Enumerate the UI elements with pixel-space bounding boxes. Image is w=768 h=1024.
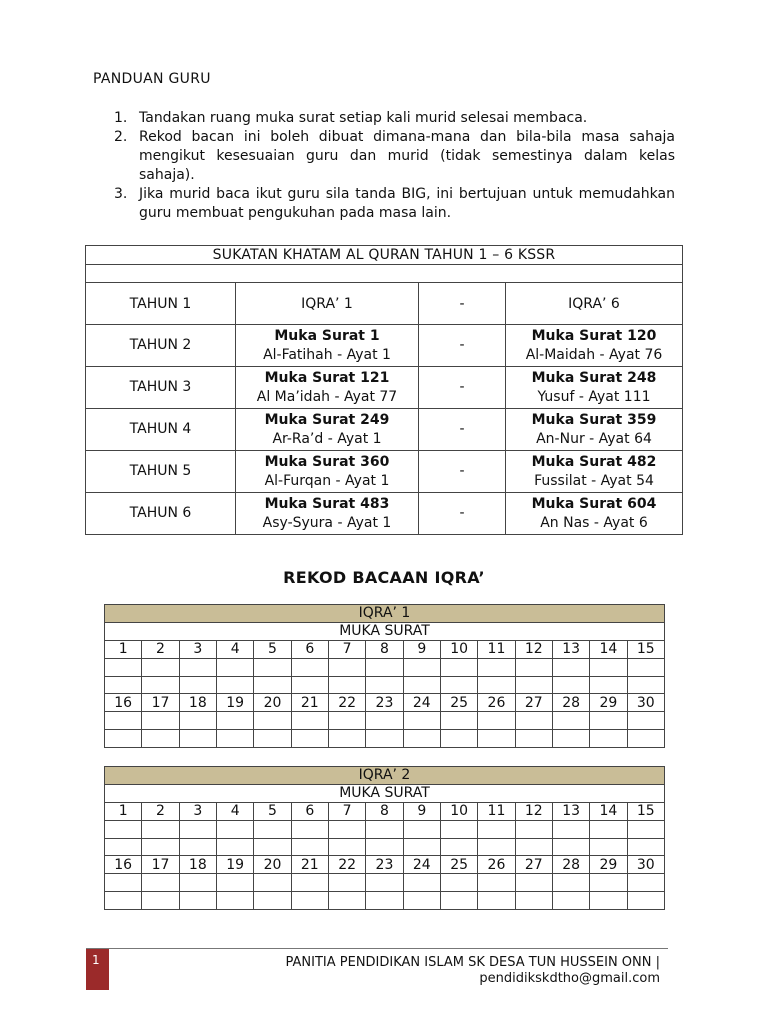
page-number-cell: 17 (142, 694, 179, 712)
tick-cell[interactable] (627, 838, 664, 856)
tick-cell[interactable] (291, 658, 328, 676)
page-number-cell: 11 (478, 802, 515, 820)
tick-cell[interactable] (440, 676, 477, 694)
tick-cell[interactable] (478, 892, 515, 910)
page-number-cell: 2 (142, 802, 179, 820)
page-number-cell: 21 (291, 694, 328, 712)
tick-cell[interactable] (328, 676, 365, 694)
start-page: Muka Surat 1 (274, 327, 380, 344)
sukatan-title-row (86, 246, 683, 265)
dash-cell: - (419, 409, 506, 451)
start-page: Muka Surat 483 (264, 495, 390, 512)
tick-cell[interactable] (179, 730, 216, 748)
footer-divider (86, 948, 668, 949)
tick-cell[interactable] (552, 838, 589, 856)
sukatan-table (85, 245, 683, 535)
tick-cell[interactable] (478, 658, 515, 676)
tahun-cell: TAHUN 1 (86, 283, 236, 325)
page-number-cell: 24 (403, 694, 440, 712)
page-number-cell: 9 (403, 640, 440, 658)
tick-cell[interactable] (627, 820, 664, 838)
tick-cell[interactable] (254, 892, 291, 910)
dash-cell: - (419, 283, 506, 325)
tick-cell[interactable] (179, 820, 216, 838)
tahun-cell: TAHUN 4 (86, 409, 236, 451)
tick-cell[interactable] (590, 820, 627, 838)
tick-cell[interactable] (216, 892, 253, 910)
page-number-cell: 5 (254, 640, 291, 658)
start-page: Muka Surat 249 (264, 411, 390, 428)
page-number-cell: 14 (590, 640, 627, 658)
page-number-cell: 30 (627, 856, 664, 874)
page-number-cell: 8 (366, 640, 403, 658)
tick-cell[interactable] (627, 874, 664, 892)
page-number-cell: 23 (366, 694, 403, 712)
muka-surat-row (105, 784, 665, 802)
start-surah: Asy-Syura - Ayat 1 (262, 514, 392, 531)
tick-cell[interactable] (478, 874, 515, 892)
page-number-cell: 14 (590, 802, 627, 820)
page-number-cell: 29 (590, 694, 627, 712)
page-number-cell: 15 (627, 802, 664, 820)
tick-cell[interactable] (478, 712, 515, 730)
page-number-cell: 29 (590, 856, 627, 874)
sukatan-blank-row (86, 265, 683, 283)
tick-cell[interactable] (105, 712, 142, 730)
tick-cell[interactable] (627, 676, 664, 694)
tick-cell[interactable] (328, 730, 365, 748)
tick-row (105, 838, 665, 856)
footer-line-1: PANITIA PENDIDIKAN ISLAM SK DESA TUN HUSSEIN ONN | (285, 955, 660, 970)
tick-row (105, 712, 665, 730)
tick-cell[interactable] (366, 712, 403, 730)
footer-email: pendidikskdtho@gmail.com (479, 971, 660, 986)
footer-text (286, 955, 661, 987)
end-cell (506, 451, 683, 493)
end-page: Muka Surat 604 (531, 495, 657, 512)
end-cell (506, 367, 683, 409)
tick-cell[interactable] (590, 874, 627, 892)
tick-cell[interactable] (366, 874, 403, 892)
tick-cell[interactable] (552, 892, 589, 910)
iqra-name-row (105, 767, 665, 785)
tick-cell[interactable] (515, 820, 552, 838)
page-number-cell: 16 (105, 694, 142, 712)
tick-cell[interactable] (105, 730, 142, 748)
end-surah: An Nas - Ayat 6 (540, 514, 648, 531)
tick-cell[interactable] (291, 838, 328, 856)
tick-cell[interactable] (515, 838, 552, 856)
tick-cell[interactable] (366, 838, 403, 856)
tick-cell[interactable] (478, 676, 515, 694)
tick-cell[interactable] (515, 730, 552, 748)
page-number-row (105, 856, 665, 874)
page-number-cell: 15 (627, 640, 664, 658)
dash-cell: - (419, 451, 506, 493)
tick-cell[interactable] (552, 820, 589, 838)
end-page: Muka Surat 248 (531, 369, 657, 386)
start-cell (236, 325, 419, 367)
tick-row (105, 676, 665, 694)
tick-cell[interactable] (105, 892, 142, 910)
tick-cell[interactable] (403, 658, 440, 676)
muka-surat-label: MUKA SURAT (105, 784, 665, 802)
guide-list (114, 109, 675, 223)
tick-cell[interactable] (440, 658, 477, 676)
tick-cell[interactable] (515, 874, 552, 892)
tick-cell[interactable] (403, 820, 440, 838)
muka-surat-label: MUKA SURAT (105, 622, 665, 640)
page-number-cell: 24 (403, 856, 440, 874)
page-number-cell: 7 (328, 802, 365, 820)
dash-cell: - (419, 367, 506, 409)
start-page: Muka Surat 121 (264, 369, 390, 386)
page-number-cell: 20 (254, 694, 291, 712)
page-number-cell: 8 (366, 802, 403, 820)
end-cell (506, 325, 683, 367)
tick-cell[interactable] (142, 712, 179, 730)
sukatan-title: SUKATAN KHATAM AL QURAN TAHUN 1 – 6 KSSR (86, 246, 683, 265)
tick-cell[interactable] (291, 892, 328, 910)
page-number-cell: 26 (478, 694, 515, 712)
tick-cell[interactable] (254, 658, 291, 676)
page-number-cell: 18 (179, 856, 216, 874)
page-number-cell: 3 (179, 640, 216, 658)
sukatan-row (86, 367, 683, 409)
tick-cell[interactable] (142, 838, 179, 856)
page-number-cell: 13 (552, 802, 589, 820)
page-number-row (105, 802, 665, 820)
tick-cell[interactable] (254, 820, 291, 838)
page-number-cell: 9 (403, 802, 440, 820)
sukatan-row (86, 325, 683, 367)
page-number-cell: 30 (627, 694, 664, 712)
tick-row (105, 874, 665, 892)
iqra-name-row (105, 605, 665, 623)
page-number-cell: 22 (328, 856, 365, 874)
page-number-cell: 6 (291, 640, 328, 658)
tick-cell[interactable] (216, 820, 253, 838)
iqra-name: IQRA’ 1 (105, 605, 665, 623)
end-cell (506, 493, 683, 535)
sukatan-row (86, 493, 683, 535)
end-surah: Al-Maidah - Ayat 76 (525, 346, 663, 363)
page-number-cell: 10 (440, 802, 477, 820)
tick-cell[interactable] (142, 892, 179, 910)
tick-cell[interactable] (478, 820, 515, 838)
tick-cell[interactable] (590, 892, 627, 910)
tick-cell[interactable] (440, 712, 477, 730)
tick-cell[interactable] (590, 712, 627, 730)
tick-row (105, 820, 665, 838)
end-page: Muka Surat 482 (531, 453, 657, 470)
start-surah: Ar-Ra’d - Ayat 1 (272, 430, 382, 447)
tick-cell[interactable] (366, 676, 403, 694)
dash-cell: - (419, 493, 506, 535)
tick-cell[interactable] (142, 874, 179, 892)
end-surah: Yusuf - Ayat 111 (537, 388, 651, 405)
tick-cell[interactable] (179, 712, 216, 730)
tick-cell[interactable] (328, 838, 365, 856)
tick-cell[interactable] (254, 712, 291, 730)
tick-cell[interactable] (590, 658, 627, 676)
end-cell: IQRA’ 6 (506, 283, 683, 325)
tahun-cell: TAHUN 3 (86, 367, 236, 409)
page-number-row (105, 640, 665, 658)
tick-cell[interactable] (366, 892, 403, 910)
tick-cell[interactable] (179, 874, 216, 892)
tick-cell[interactable] (254, 838, 291, 856)
page-number-row (105, 694, 665, 712)
tick-cell[interactable] (328, 820, 365, 838)
tick-cell[interactable] (216, 730, 253, 748)
tick-cell[interactable] (328, 658, 365, 676)
page-number-cell: 10 (440, 640, 477, 658)
tick-cell[interactable] (179, 658, 216, 676)
tick-cell[interactable] (590, 676, 627, 694)
page-number-badge: 1 (86, 949, 109, 990)
guide-item-text: Jika murid baca ikut guru sila tanda BIG, ini bertujuan untuk memudahkan guru membuat pengukuhan pada masa lain. (139, 186, 675, 221)
tick-cell[interactable] (403, 838, 440, 856)
sukatan-row-tahun-1 (86, 283, 683, 325)
page-number-cell: 11 (478, 640, 515, 658)
page-number-cell: 27 (515, 856, 552, 874)
tick-cell[interactable] (179, 676, 216, 694)
tick-cell[interactable] (515, 658, 552, 676)
tick-cell[interactable] (216, 838, 253, 856)
tick-cell[interactable] (440, 892, 477, 910)
tick-cell[interactable] (515, 676, 552, 694)
sukatan-row (86, 451, 683, 493)
guide-item-text: Tandakan ruang muka surat setiap kali murid selesai membaca. (139, 110, 588, 126)
start-cell (236, 493, 419, 535)
tick-cell[interactable] (552, 658, 589, 676)
page-number-cell: 13 (552, 640, 589, 658)
page-number-cell: 6 (291, 802, 328, 820)
end-cell (506, 409, 683, 451)
tick-cell[interactable] (403, 730, 440, 748)
panduan-title: PANDUAN GURU (93, 71, 211, 87)
tick-cell[interactable] (142, 730, 179, 748)
tick-cell[interactable] (366, 820, 403, 838)
tick-cell[interactable] (291, 712, 328, 730)
page-number-cell: 1 (105, 802, 142, 820)
start-surah: Al-Furqan - Ayat 1 (264, 472, 390, 489)
page-number-cell: 20 (254, 856, 291, 874)
tick-cell[interactable] (291, 730, 328, 748)
tick-cell[interactable] (254, 874, 291, 892)
page-number-cell: 19 (216, 694, 253, 712)
tick-cell[interactable] (515, 892, 552, 910)
tick-cell[interactable] (515, 712, 552, 730)
tick-cell[interactable] (440, 730, 477, 748)
tick-cell[interactable] (216, 658, 253, 676)
start-cell (236, 409, 419, 451)
page-number-cell: 17 (142, 856, 179, 874)
tahun-cell: TAHUN 6 (86, 493, 236, 535)
end-surah: Fussilat - Ayat 54 (534, 472, 654, 489)
tick-cell[interactable] (403, 874, 440, 892)
tick-cell[interactable] (105, 676, 142, 694)
tick-cell[interactable] (216, 676, 253, 694)
tick-cell[interactable] (291, 676, 328, 694)
guide-item-text: Rekod bacan ini boleh dibuat dimana-mana dan bila-bila masa sahaja mengikut kesesuaian guru dan murid (tidak semestinya dalam kelas sahaja). (139, 129, 675, 183)
iqra-1-table (104, 604, 665, 748)
guide-item (114, 185, 675, 223)
page-number-cell: 22 (328, 694, 365, 712)
tick-cell[interactable] (403, 712, 440, 730)
start-cell: IQRA’ 1 (236, 283, 419, 325)
tick-row (105, 730, 665, 748)
tick-cell[interactable] (328, 874, 365, 892)
tick-cell[interactable] (179, 892, 216, 910)
page-number-cell: 28 (552, 694, 589, 712)
page-number-cell: 12 (515, 640, 552, 658)
start-surah: Al Ma’idah - Ayat 77 (256, 388, 398, 405)
page-number-cell: 25 (440, 694, 477, 712)
tick-cell[interactable] (366, 658, 403, 676)
tick-row (105, 658, 665, 676)
iqra-2-table (104, 766, 665, 910)
rekod-title: REKOD BACAAN IQRA’ (283, 568, 485, 587)
tick-cell[interactable] (552, 874, 589, 892)
page-number-cell: 25 (440, 856, 477, 874)
tick-cell[interactable] (627, 892, 664, 910)
page-number-cell: 19 (216, 856, 253, 874)
tick-cell[interactable] (478, 838, 515, 856)
tick-cell[interactable] (590, 730, 627, 748)
page-number-cell: 26 (478, 856, 515, 874)
tick-cell[interactable] (552, 730, 589, 748)
tahun-cell: TAHUN 2 (86, 325, 236, 367)
page-number-cell: 28 (552, 856, 589, 874)
page-number-cell: 12 (515, 802, 552, 820)
tick-cell[interactable] (403, 676, 440, 694)
start-cell (236, 451, 419, 493)
tick-row (105, 892, 665, 910)
tick-cell[interactable] (142, 658, 179, 676)
guide-item (114, 109, 675, 128)
tick-cell[interactable] (627, 730, 664, 748)
iqra-name: IQRA’ 2 (105, 767, 665, 785)
tick-cell[interactable] (478, 730, 515, 748)
tick-cell[interactable] (105, 838, 142, 856)
tick-cell[interactable] (291, 874, 328, 892)
tahun-cell: TAHUN 5 (86, 451, 236, 493)
tick-cell[interactable] (105, 874, 142, 892)
start-cell (236, 367, 419, 409)
dash-cell: - (419, 325, 506, 367)
tick-cell[interactable] (254, 676, 291, 694)
start-page: Muka Surat 360 (264, 453, 390, 470)
muka-surat-row (105, 622, 665, 640)
page-number-cell: 23 (366, 856, 403, 874)
page-number-cell: 4 (216, 802, 253, 820)
blank-cell (86, 265, 683, 283)
page-number-cell: 7 (328, 640, 365, 658)
guide-item-number: 3. (114, 186, 128, 202)
page-number-cell: 2 (142, 640, 179, 658)
page-number-cell: 5 (254, 802, 291, 820)
guide-item-number: 1. (114, 110, 128, 126)
end-surah: An-Nur - Ayat 64 (536, 430, 652, 447)
tick-cell[interactable] (216, 712, 253, 730)
page-number-cell: 16 (105, 856, 142, 874)
sukatan-row (86, 409, 683, 451)
tick-cell[interactable] (254, 730, 291, 748)
tick-cell[interactable] (105, 820, 142, 838)
tick-cell[interactable] (552, 676, 589, 694)
end-page: Muka Surat 120 (531, 327, 657, 344)
tick-cell[interactable] (366, 730, 403, 748)
tick-cell[interactable] (552, 712, 589, 730)
tick-cell[interactable] (403, 892, 440, 910)
page-number-cell: 1 (105, 640, 142, 658)
tick-cell[interactable] (590, 838, 627, 856)
tick-cell[interactable] (440, 838, 477, 856)
tick-cell[interactable] (291, 820, 328, 838)
page-number-cell: 21 (291, 856, 328, 874)
end-page: Muka Surat 359 (531, 411, 657, 428)
tick-cell[interactable] (627, 712, 664, 730)
tick-cell[interactable] (105, 658, 142, 676)
page-number-cell: 4 (216, 640, 253, 658)
tick-cell[interactable] (216, 874, 253, 892)
tick-cell[interactable] (328, 712, 365, 730)
start-surah: Al-Fatihah - Ayat 1 (263, 346, 391, 363)
page-number-cell: 27 (515, 694, 552, 712)
page-number-cell: 18 (179, 694, 216, 712)
tick-cell[interactable] (142, 820, 179, 838)
tick-cell[interactable] (440, 874, 477, 892)
guide-item (114, 128, 675, 185)
tick-cell[interactable] (328, 892, 365, 910)
tick-cell[interactable] (627, 658, 664, 676)
tick-cell[interactable] (179, 838, 216, 856)
guide-item-number: 2. (114, 129, 128, 145)
tick-cell[interactable] (142, 676, 179, 694)
page-number-cell: 3 (179, 802, 216, 820)
tick-cell[interactable] (440, 820, 477, 838)
